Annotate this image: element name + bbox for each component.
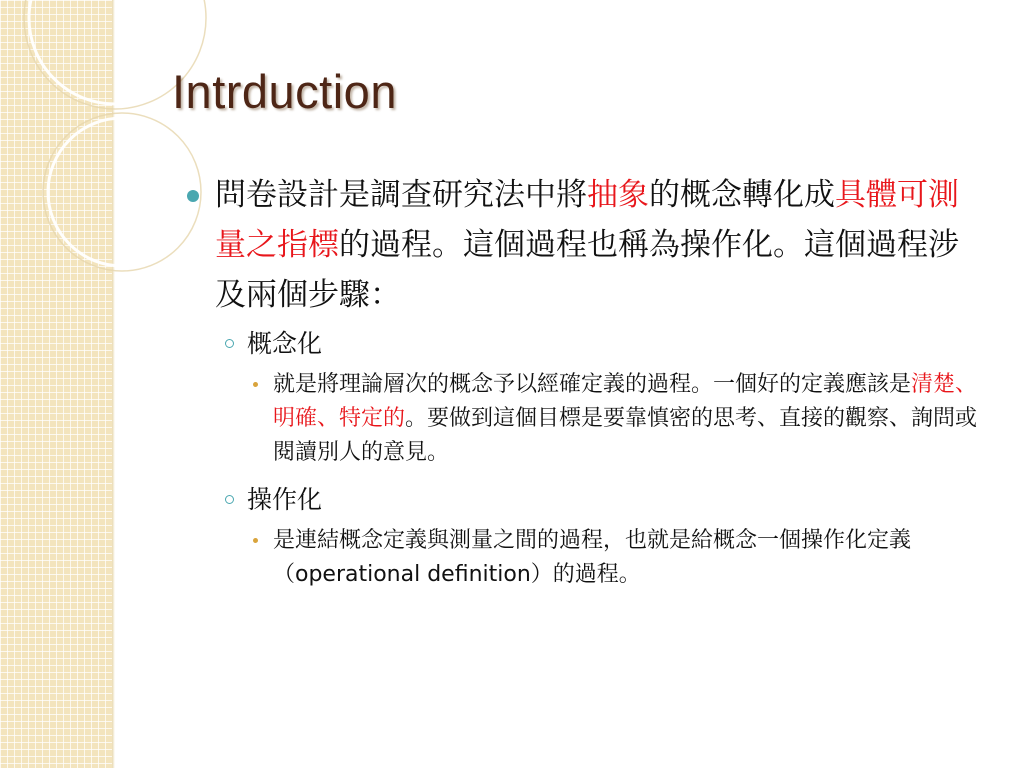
main-highlight-indicator: 具體可測量之指標	[215, 177, 959, 263]
step1-detail-part2: 。要做到這個目標是要靠慎密的思考、直接的觀察、詢問或閱讀別人的意見。	[273, 406, 978, 465]
bullet-ring-icon	[225, 495, 234, 504]
bullet-dot-icon	[187, 190, 199, 202]
step1-detail-bullet	[253, 368, 991, 470]
bullet-small-dot-icon	[253, 538, 258, 543]
decor-circle-middle-shadow	[43, 113, 201, 271]
step2-label: 操作化	[247, 485, 323, 514]
main-highlight-abstract: 抽象	[587, 177, 649, 213]
step1-bullet	[225, 324, 993, 364]
main-bullet	[185, 170, 983, 320]
bullet-small-dot-icon	[253, 382, 258, 387]
decor-circle-middle	[48, 118, 196, 266]
step2-detail: 是連結概念定義與測量之間的過程，也就是給概念一個操作化定義（operational definition）的過程。	[273, 528, 912, 587]
step1-label: 概念化	[247, 329, 323, 358]
bullet-ring-icon	[225, 339, 234, 348]
slide-title: Intrduction	[172, 65, 397, 118]
main-text-part3: 的過程。這個過程也稱為操作化。這個過程涉及兩個步驟：	[215, 227, 959, 313]
step2-bullet	[225, 480, 993, 520]
step1-detail-part1: 就是將理論層次的概念予以經確定義的過程。一個好的定義應該是	[273, 372, 912, 397]
main-text-part1: 問卷設計是調查研究法中將	[215, 177, 587, 213]
main-text-part2: 的概念轉化成	[649, 177, 835, 213]
slide-content	[185, 170, 993, 592]
step2-detail-bullet	[253, 524, 991, 592]
step1-detail-highlight: 清楚、明確、特定的	[273, 372, 978, 431]
